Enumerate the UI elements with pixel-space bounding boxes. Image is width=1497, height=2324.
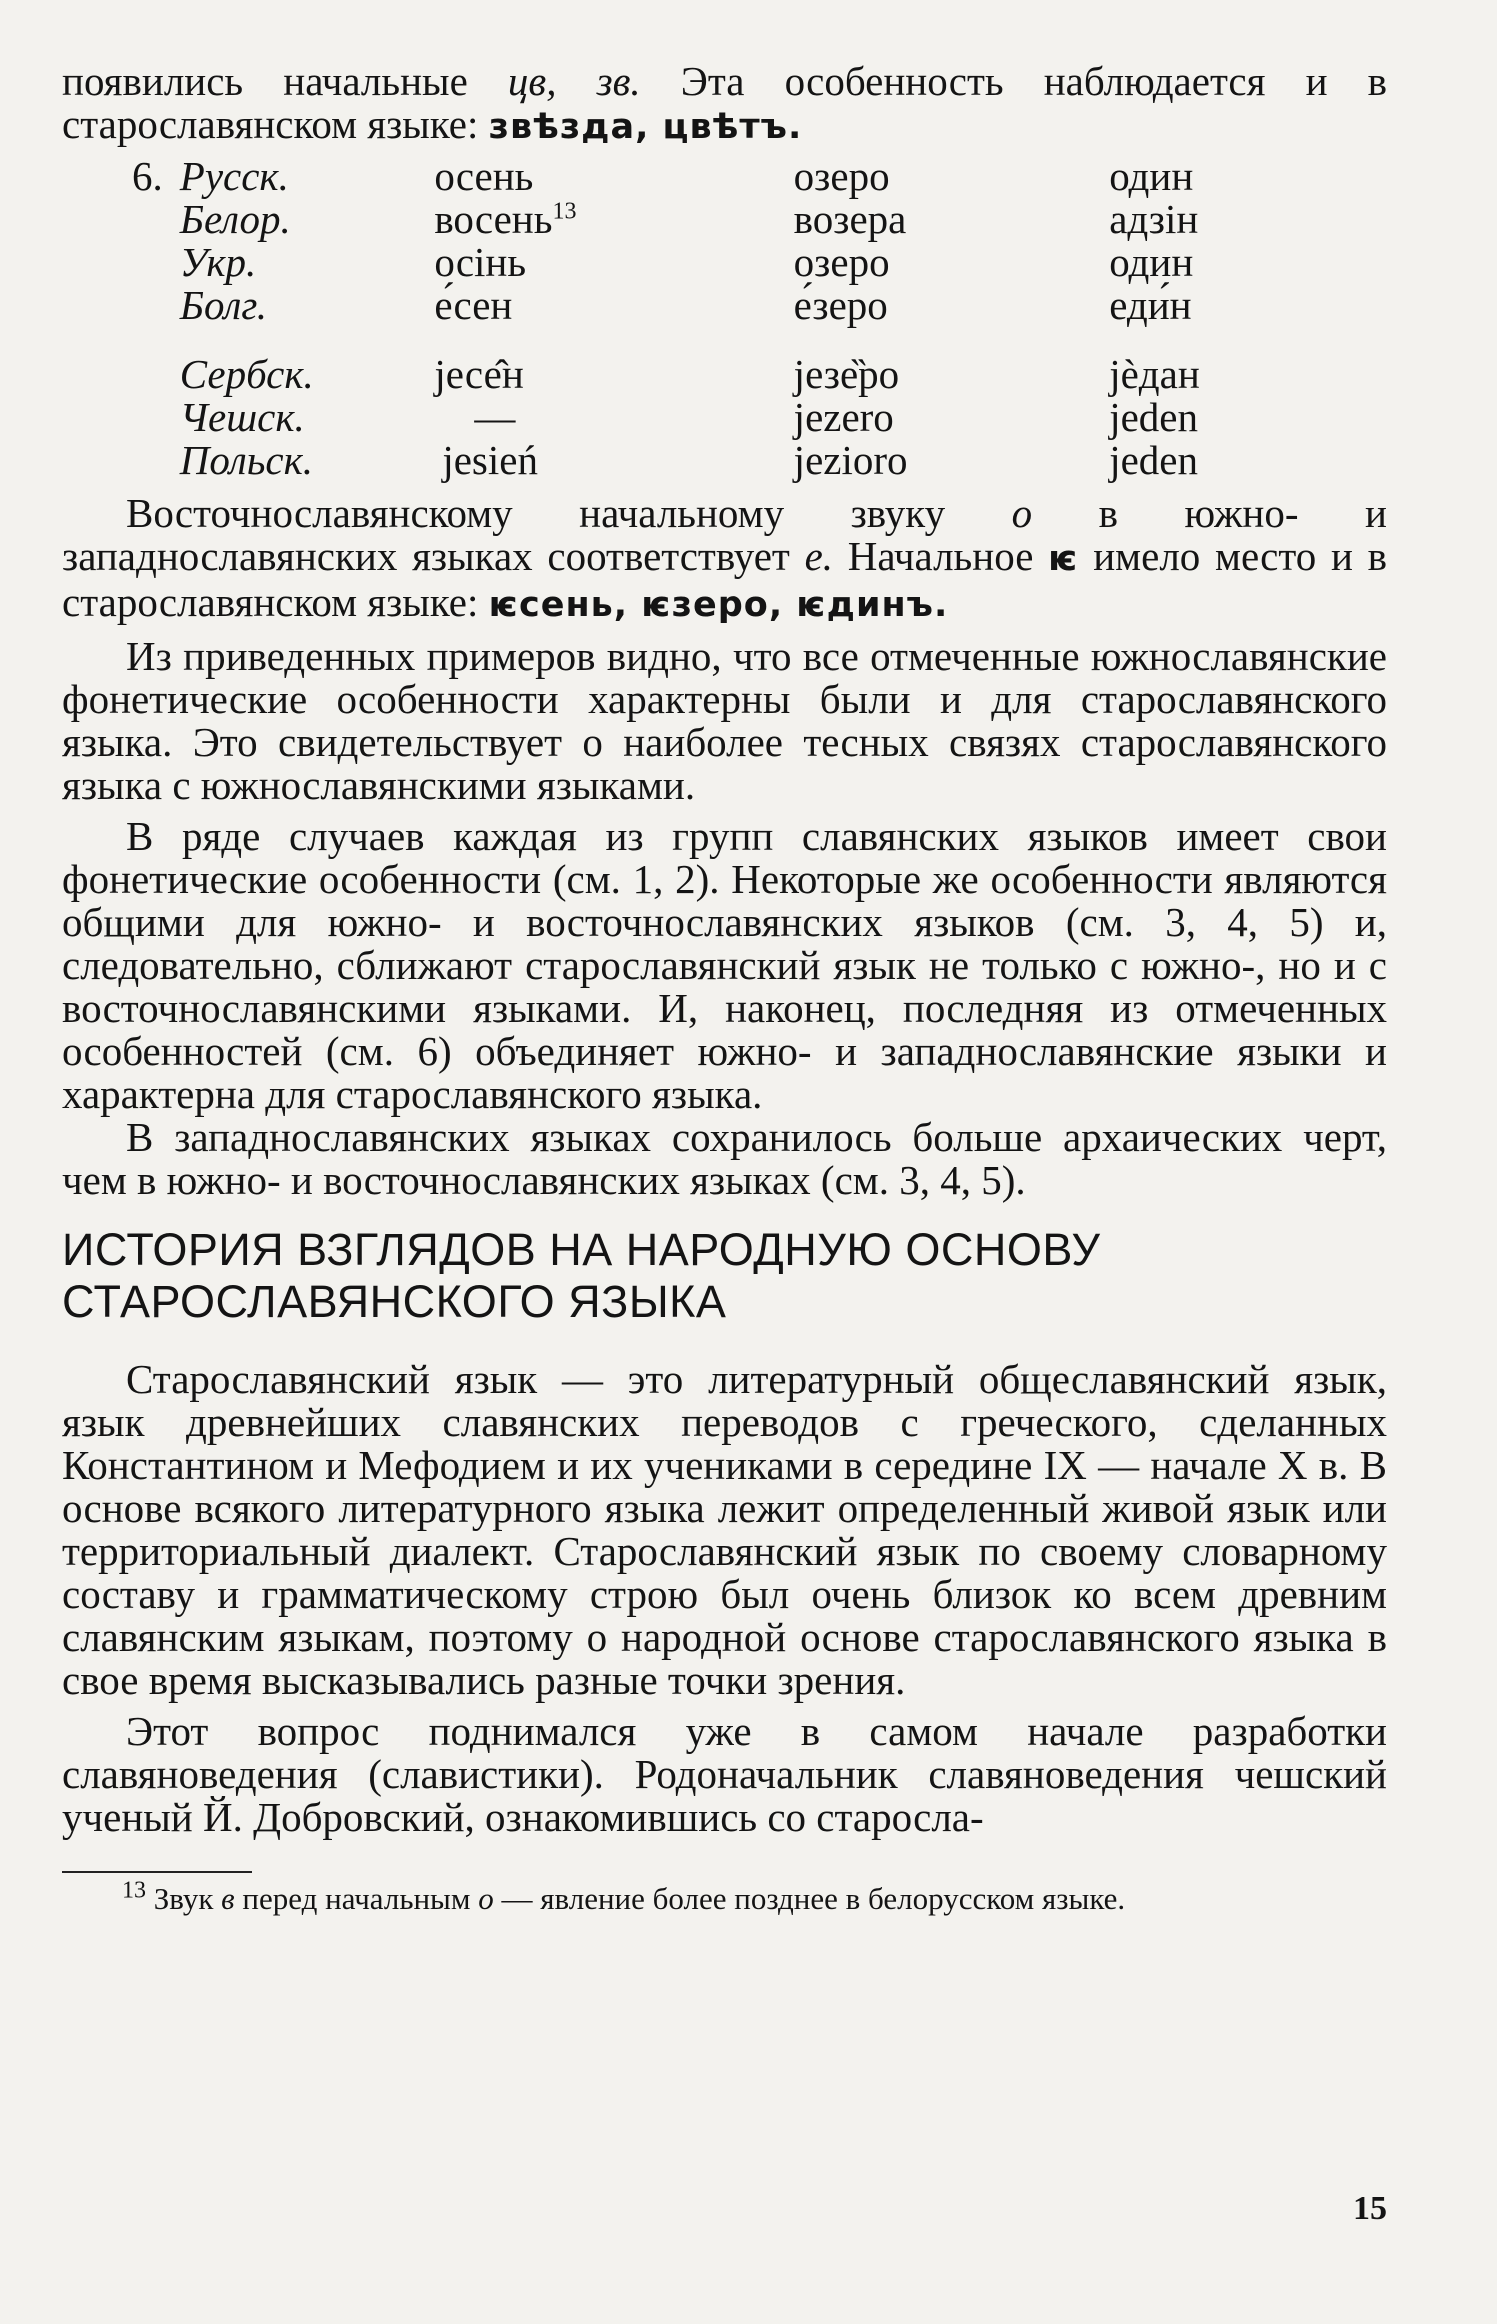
word-cell: восень$^{13}$ <box>434 196 577 242</box>
table-number: 6. <box>132 153 163 199</box>
word-cell: озеро <box>793 239 890 285</box>
language-label: Болг. <box>179 282 268 328</box>
word-cell: е́зеро <box>793 282 888 328</box>
word-cell: осень <box>434 153 534 199</box>
paragraph-west-slavic-archaic: В западнославянских языках сохранилось больше архаических черт, чем в южно- и восточнославянских языках (см. 3, 4, 5). <box>62 1114 1387 1203</box>
word-cell: один <box>1109 153 1194 199</box>
table-row <box>132 198 1387 241</box>
language-label: Русск. <box>179 153 289 199</box>
word-cell: jезе̏ро <box>793 351 900 397</box>
word-cell: jezero <box>793 394 894 440</box>
table-row <box>132 396 1387 439</box>
footnote-marker: 13 <box>552 198 577 225</box>
table-row <box>132 284 1387 327</box>
word-cell: возера <box>793 196 907 242</box>
paragraph-initial-o: Восточнославянскому начальному звуку о в южно- и западнославянских языках соответствует е. Начальное ѥ имело место и в старославянском языке: ѥсень, ѥзеро, ѥдинъ. <box>62 490 1387 625</box>
comparison-table <box>132 155 1387 482</box>
old-slavonic-example: ѥсень, ѥзеро, ѥдинъ. <box>488 585 949 625</box>
language-label: Польск. <box>179 437 314 483</box>
intro-paragraph <box>62 60 1387 149</box>
heading-line-2: СТАРОСЛАВЯНСКОГО ЯЗЫКА <box>62 1276 727 1327</box>
word-cell: jezioro <box>793 437 908 483</box>
word-cell: jeden <box>1109 437 1199 483</box>
word-cell: jѐдан <box>1109 351 1200 397</box>
word-cell: еди́н <box>1109 282 1192 328</box>
table-row <box>132 241 1387 284</box>
word-cell: — <box>474 394 516 440</box>
language-label: Белор. <box>179 196 291 242</box>
word-cell: адзін <box>1109 196 1199 242</box>
old-slavonic-letter: ѥ <box>1048 539 1079 579</box>
word-cell: озеро <box>793 153 890 199</box>
paragraph-south-slavic-features: Из приведенных примеров видно, что все отмеченные южнославянские фонетические особенности характерны были и для старославянского языка. Это свидетельствует о наиболее тесных связях старославянского языка с южнославянскими языками. <box>62 633 1387 808</box>
page-number: 15 <box>1353 2190 1387 2227</box>
word-cell: jeden <box>1109 394 1199 440</box>
language-label: Укр. <box>179 239 257 285</box>
footnote-13: $^{13}$ Звук в перед начальным о — явление более позднее в белорусском языке. <box>122 1877 1126 1916</box>
language-label: Чешск. <box>179 394 305 440</box>
word-cell: jesień <box>442 437 538 483</box>
intro-italic: цв, зв. <box>507 58 641 104</box>
heading-line-1: ИСТОРИЯ ВЗГЛЯДОВ НА НАРОДНУЮ ОСНОВУ <box>62 1224 1101 1275</box>
section-heading <box>62 1224 1387 1328</box>
table-row <box>132 353 1387 396</box>
word-cell: е́сен <box>434 282 513 328</box>
word-cell: один <box>1109 239 1194 285</box>
footnote-divider <box>62 1871 252 1873</box>
paragraph-old-slavonic-definition: Старославянский язык — это литературный общеславянский язык, язык древнейших славянских переводов с греческого, сделанных Константином и Мефодием и их учениками в середине IX — начале X в. В основе всякого литературного языка лежит определенный живой язык или территориальный диалект. Старославянский язык по своему словарному составу и грамматическому строю был очень близок ко всем древним славянским языкам, поэтому о народной основе старославянского языка в свое время высказывались разные точки зрения. <box>62 1356 1387 1703</box>
intro-text: появились начальные <box>62 58 508 104</box>
word-cell: jесе̂н <box>434 351 524 397</box>
table-row <box>132 155 1387 198</box>
table-row <box>132 439 1387 482</box>
language-label: Сербск. <box>179 351 314 397</box>
old-slavonic-example: звѣзда, цвѣтъ. <box>488 107 803 147</box>
paragraph-dobrovsky: Этот вопрос поднимался уже в самом начале разработки славяноведения (славистики). Родоначальник славяноведения чешский ученый Й. Добровский, ознакомившись со старосла- <box>62 1708 1387 1840</box>
paragraph-group-features: В ряде случаев каждая из групп славянских языков имеет свои фонетические особенности (см. 1, 2). Некоторые же особенности являются общими для южно- и восточнославянских языков (см. 3, 4, 5) и, следовательно, сближают старославянский язык не только с южно-, но и с восточнославянскими языками. И, наконец, последняя из отмеченных особенностей (см. 6) объединяет южно- и западнославянские языки и характерна для старославянского языка. <box>62 813 1387 1117</box>
intro-text-2: Эта особенность наблюдается и в старославянском языке: <box>62 58 1388 147</box>
word-cell: осінь <box>434 239 527 285</box>
footnote-number: 13 <box>122 1877 146 1904</box>
